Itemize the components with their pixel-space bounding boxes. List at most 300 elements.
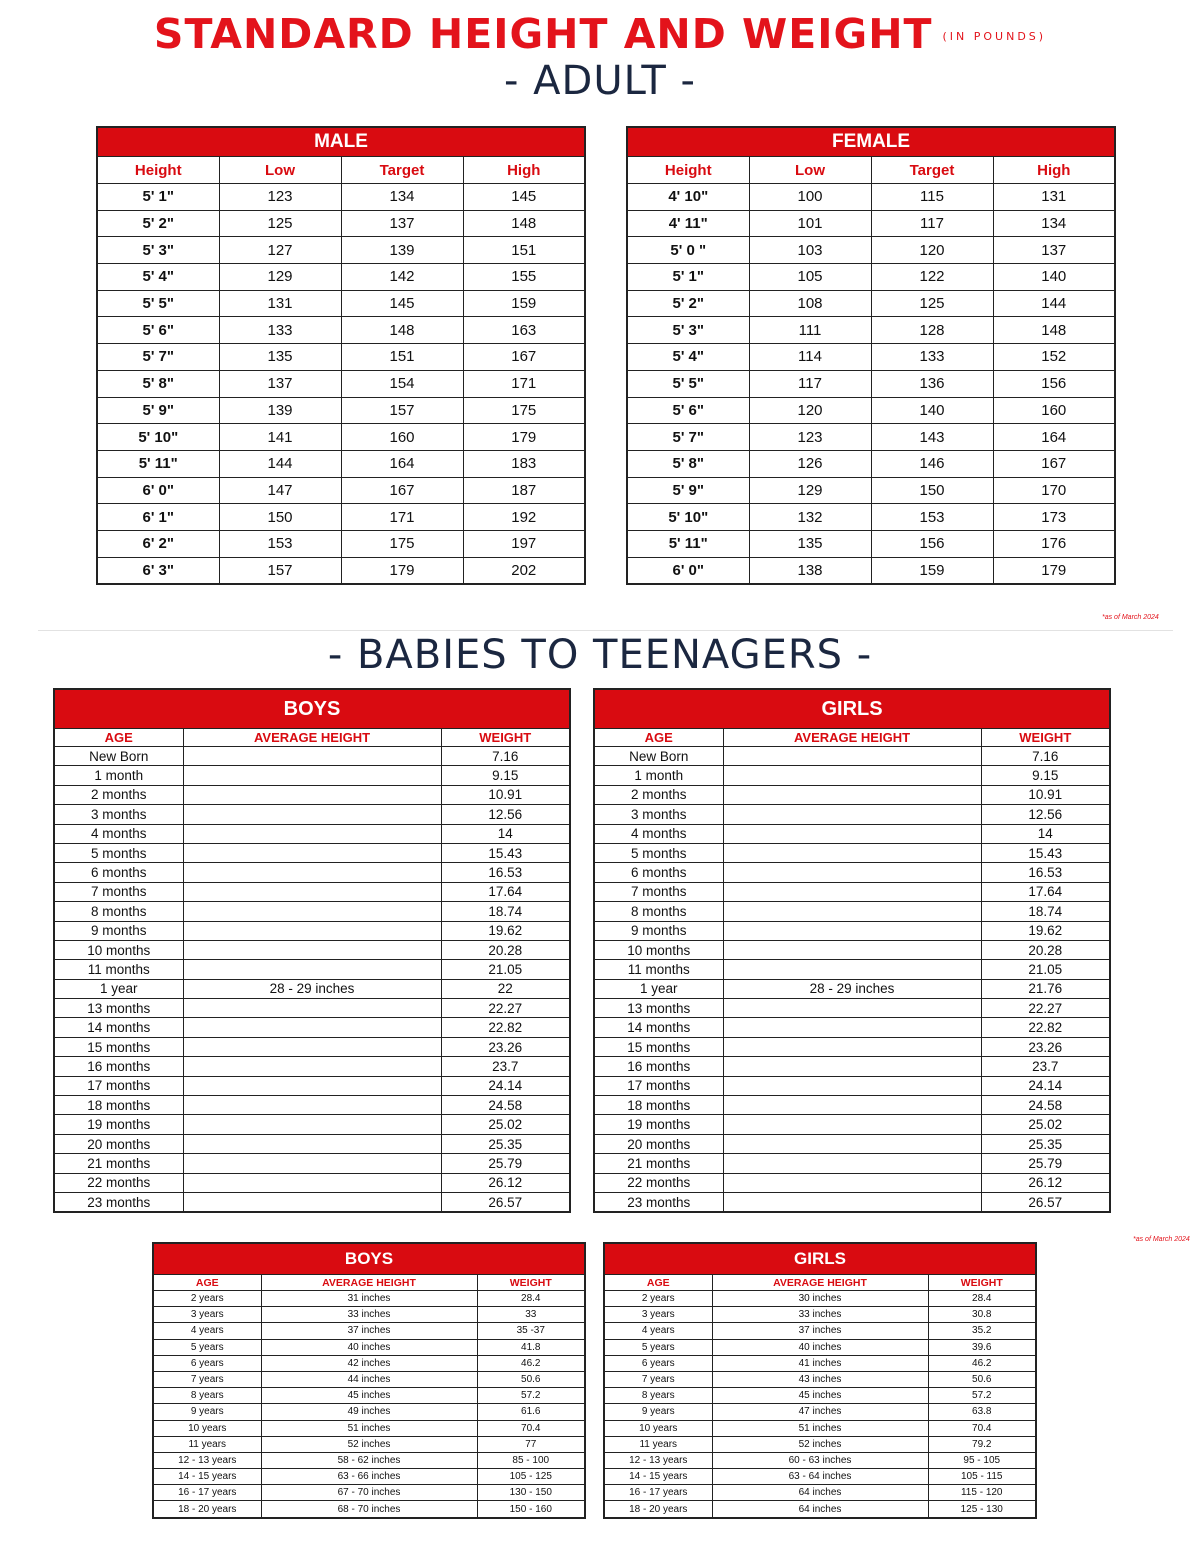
table-cell: 26.12 [441, 1173, 570, 1192]
table-row [604, 1291, 1036, 1307]
table-cell: 137 [341, 210, 463, 237]
column-header: AVERAGE HEIGHT [183, 729, 441, 747]
table-cell [723, 940, 981, 959]
table-row [54, 1057, 570, 1076]
table-cell: 18 months [54, 1096, 183, 1115]
table-cell: 25.79 [981, 1154, 1110, 1173]
table-cell: 20.28 [441, 940, 570, 959]
table-cell: 22 months [594, 1173, 723, 1192]
male-table-banner: MALE [97, 127, 585, 157]
table-cell: 144 [993, 290, 1115, 317]
table-row [604, 1323, 1036, 1339]
column-header: AVERAGE HEIGHT [723, 729, 981, 747]
table-cell: 126 [749, 450, 871, 477]
table-row [97, 317, 585, 344]
table-cell: 167 [341, 477, 463, 504]
table-row [97, 184, 585, 211]
table-row [594, 979, 1110, 998]
column-header: WEIGHT [928, 1275, 1036, 1291]
table-row [594, 1096, 1110, 1115]
table-cell [723, 824, 981, 843]
table-row [54, 1037, 570, 1056]
table-row [153, 1371, 585, 1387]
table-cell: 6 months [594, 863, 723, 882]
table-cell: 148 [341, 317, 463, 344]
table-cell: 145 [341, 290, 463, 317]
female-table [626, 126, 1116, 585]
table-cell: 2 years [153, 1291, 261, 1307]
table-cell: 171 [341, 504, 463, 531]
table-row [153, 1501, 585, 1518]
table-cell: New Born [594, 747, 723, 766]
table-cell: 16.53 [981, 863, 1110, 882]
table-cell: 25.79 [441, 1154, 570, 1173]
table-cell: 134 [993, 210, 1115, 237]
table-cell: 41.8 [477, 1339, 585, 1355]
table-cell: 2 years [604, 1291, 712, 1307]
table-cell [723, 785, 981, 804]
table-cell: 18.74 [981, 902, 1110, 921]
table-cell: 2 months [54, 785, 183, 804]
table-cell [183, 902, 441, 921]
table-cell: 63 - 64 inches [712, 1469, 928, 1485]
table-cell [723, 1154, 981, 1173]
table-row [594, 882, 1110, 901]
column-header: AGE [54, 729, 183, 747]
table-cell: 15.43 [441, 843, 570, 862]
table-cell: 7 years [604, 1371, 712, 1387]
table-cell [183, 1076, 441, 1095]
table-cell: 19 months [594, 1115, 723, 1134]
table-row [97, 237, 585, 264]
table-cell: 33 [477, 1307, 585, 1323]
table-cell: 52 inches [261, 1436, 477, 1452]
adult-note: *as of March 2024 [1102, 614, 1159, 621]
table-cell: 175 [341, 530, 463, 557]
table-cell: 8 years [604, 1388, 712, 1404]
table-cell: 179 [463, 424, 585, 451]
table-cell: 16 months [54, 1057, 183, 1076]
table-cell: 138 [749, 557, 871, 584]
table-cell: 115 [871, 184, 993, 211]
boys-months-banner: BOYS [54, 689, 570, 729]
table-cell: 6 years [604, 1355, 712, 1371]
table-cell: 30 inches [712, 1291, 928, 1307]
table-cell: 140 [993, 264, 1115, 291]
table-cell: 170 [993, 477, 1115, 504]
column-header: Low [219, 157, 341, 184]
table-cell: 9 years [153, 1404, 261, 1420]
table-cell: 70.4 [477, 1420, 585, 1436]
kids-subtitle: - BABIES TO TEENAGERS - [327, 632, 873, 678]
table-cell: 67 - 70 inches [261, 1485, 477, 1501]
table-cell: 133 [871, 344, 993, 371]
girls-years-table [603, 1242, 1037, 1519]
table-cell: 1 month [54, 766, 183, 785]
table-cell: 5' 10" [97, 424, 219, 451]
table-cell: 139 [341, 237, 463, 264]
table-cell: 5' 5" [97, 290, 219, 317]
table-cell: 171 [463, 370, 585, 397]
table-cell: 22 months [54, 1173, 183, 1192]
table-cell: 23.26 [981, 1037, 1110, 1056]
table-row [97, 290, 585, 317]
table-row [54, 1154, 570, 1173]
table-cell: 100 [749, 184, 871, 211]
column-header: Low [749, 157, 871, 184]
table-cell [183, 824, 441, 843]
table-cell: 1 year [54, 979, 183, 998]
column-header: AGE [604, 1275, 712, 1291]
table-row [604, 1371, 1036, 1387]
table-cell [723, 999, 981, 1018]
table-cell: 79.2 [928, 1436, 1036, 1452]
table-cell [183, 882, 441, 901]
table-cell: 8 months [594, 902, 723, 921]
table-cell [723, 766, 981, 785]
table-cell: 15 months [54, 1037, 183, 1056]
table-cell: 41 inches [712, 1355, 928, 1371]
table-row [604, 1469, 1036, 1485]
table-row [594, 747, 1110, 766]
table-cell: 133 [219, 317, 341, 344]
table-cell: 159 [463, 290, 585, 317]
table-cell [723, 1037, 981, 1056]
table-cell: 25.35 [441, 1134, 570, 1153]
table-cell: 64 inches [712, 1485, 928, 1501]
table-cell: 23 months [54, 1192, 183, 1212]
table-cell [723, 1096, 981, 1115]
table-cell: 15 months [594, 1037, 723, 1056]
table-cell: 40 inches [261, 1339, 477, 1355]
table-row [54, 1115, 570, 1134]
table-cell [183, 1154, 441, 1173]
table-cell: 9 months [54, 921, 183, 940]
table-cell: 5' 10" [627, 504, 749, 531]
table-row [627, 424, 1115, 451]
table-cell [723, 863, 981, 882]
table-cell: 14 - 15 years [604, 1469, 712, 1485]
table-cell [183, 1018, 441, 1037]
table-cell [723, 1173, 981, 1192]
table-row [54, 824, 570, 843]
table-cell: 5' 4" [627, 344, 749, 371]
table-cell: 4' 10" [627, 184, 749, 211]
table-cell [183, 1037, 441, 1056]
table-cell: 105 - 115 [928, 1469, 1036, 1485]
table-cell: 3 years [153, 1307, 261, 1323]
table-cell: 6 years [153, 1355, 261, 1371]
table-cell [723, 1076, 981, 1095]
table-cell: 37 inches [712, 1323, 928, 1339]
table-row [594, 863, 1110, 882]
table-cell: 129 [749, 477, 871, 504]
table-cell: 6' 2" [97, 530, 219, 557]
table-row [627, 344, 1115, 371]
table-cell [723, 747, 981, 766]
table-row [594, 766, 1110, 785]
table-row [627, 210, 1115, 237]
table-row [604, 1307, 1036, 1323]
table-row [54, 863, 570, 882]
table-row [627, 557, 1115, 584]
table-cell: 131 [219, 290, 341, 317]
table-cell: 24.58 [981, 1096, 1110, 1115]
table-row [54, 921, 570, 940]
table-cell: 120 [749, 397, 871, 424]
table-cell [723, 1057, 981, 1076]
table-cell [183, 1173, 441, 1192]
table-cell: 68 - 70 inches [261, 1501, 477, 1518]
table-cell [183, 960, 441, 979]
table-cell [183, 1192, 441, 1212]
table-cell: 5' 9" [627, 477, 749, 504]
table-cell: 63 - 66 inches [261, 1469, 477, 1485]
table-row [627, 264, 1115, 291]
table-cell: 176 [993, 530, 1115, 557]
table-cell: New Born [54, 747, 183, 766]
table-cell: 117 [749, 370, 871, 397]
table-cell: 5' 6" [97, 317, 219, 344]
table-cell: 175 [463, 397, 585, 424]
table-cell: 5' 3" [627, 317, 749, 344]
table-cell [183, 999, 441, 1018]
table-row [54, 960, 570, 979]
table-cell: 17.64 [981, 882, 1110, 901]
kids-note: *as of March 2024 [1133, 1236, 1190, 1243]
table-cell: 135 [749, 530, 871, 557]
table-cell: 4' 11" [627, 210, 749, 237]
table-cell: 33 inches [712, 1307, 928, 1323]
table-cell [723, 921, 981, 940]
table-cell: 5' 6" [627, 397, 749, 424]
table-row [54, 940, 570, 959]
table-cell: 23.7 [981, 1057, 1110, 1076]
table-row [604, 1355, 1036, 1371]
table-row [97, 424, 585, 451]
table-row [604, 1436, 1036, 1452]
table-cell: 13 months [594, 999, 723, 1018]
column-header: WEIGHT [981, 729, 1110, 747]
adult-subtitle: - ADULT - [504, 58, 696, 104]
table-row [594, 1057, 1110, 1076]
table-cell: 77 [477, 1436, 585, 1452]
table-cell: 5' 11" [97, 450, 219, 477]
table-cell: 26.12 [981, 1173, 1110, 1192]
table-cell: 179 [993, 557, 1115, 584]
table-cell: 11 months [594, 960, 723, 979]
table-row [627, 370, 1115, 397]
table-row [604, 1339, 1036, 1355]
table-row [153, 1339, 585, 1355]
table-row [627, 317, 1115, 344]
table-cell: 151 [463, 237, 585, 264]
table-cell: 143 [871, 424, 993, 451]
table-cell: 23.7 [441, 1057, 570, 1076]
table-cell [723, 1018, 981, 1037]
table-cell: 13 months [54, 999, 183, 1018]
table-cell: 5' 9" [97, 397, 219, 424]
table-cell: 10 months [594, 940, 723, 959]
table-cell: 18 - 20 years [153, 1501, 261, 1518]
table-cell: 115 - 120 [928, 1485, 1036, 1501]
table-cell: 10.91 [441, 785, 570, 804]
table-cell [183, 1134, 441, 1153]
table-cell: 35 -37 [477, 1323, 585, 1339]
table-row [627, 290, 1115, 317]
table-cell: 120 [871, 237, 993, 264]
table-cell: 12.56 [981, 805, 1110, 824]
table-cell: 21.76 [981, 979, 1110, 998]
table-cell: 15.43 [981, 843, 1110, 862]
table-cell: 2 months [594, 785, 723, 804]
table-cell: 12 - 13 years [153, 1452, 261, 1468]
table-cell [723, 1192, 981, 1212]
table-cell: 85 - 100 [477, 1452, 585, 1468]
table-row [153, 1355, 585, 1371]
table-cell: 159 [871, 557, 993, 584]
girls-months-table [593, 688, 1111, 1213]
table-cell [723, 902, 981, 921]
table-cell: 5' 4" [97, 264, 219, 291]
table-cell: 14 [441, 824, 570, 843]
table-row [54, 785, 570, 804]
table-row [153, 1291, 585, 1307]
table-cell: 6' 0" [97, 477, 219, 504]
table-cell: 167 [993, 450, 1115, 477]
table-row [594, 785, 1110, 804]
table-row [54, 882, 570, 901]
table-row [604, 1404, 1036, 1420]
table-cell: 18 - 20 years [604, 1501, 712, 1518]
table-cell: 144 [219, 450, 341, 477]
table-cell: 10.91 [981, 785, 1110, 804]
table-cell: 152 [993, 344, 1115, 371]
table-cell: 156 [871, 530, 993, 557]
table-row [153, 1420, 585, 1436]
section-divider [38, 630, 1173, 631]
table-cell: 147 [219, 477, 341, 504]
table-cell: 151 [341, 344, 463, 371]
table-row [627, 477, 1115, 504]
table-row [97, 264, 585, 291]
table-cell: 28.4 [928, 1291, 1036, 1307]
table-cell: 125 [219, 210, 341, 237]
table-cell [723, 960, 981, 979]
table-cell: 33 inches [261, 1307, 477, 1323]
table-cell: 24.14 [981, 1076, 1110, 1095]
table-cell: 9 months [594, 921, 723, 940]
table-cell: 11 months [54, 960, 183, 979]
table-row [54, 1076, 570, 1095]
table-cell: 16 - 17 years [153, 1485, 261, 1501]
table-cell: 45 inches [261, 1388, 477, 1404]
table-cell [723, 1134, 981, 1153]
table-cell: 14 - 15 years [153, 1469, 261, 1485]
table-cell [183, 863, 441, 882]
table-cell: 1 month [594, 766, 723, 785]
table-cell [183, 1096, 441, 1115]
table-cell: 197 [463, 530, 585, 557]
table-cell: 202 [463, 557, 585, 584]
table-row [594, 1154, 1110, 1173]
table-cell: 5' 5" [627, 370, 749, 397]
table-cell: 3 years [604, 1307, 712, 1323]
table-row [604, 1420, 1036, 1436]
table-cell: 58 - 62 inches [261, 1452, 477, 1468]
table-cell: 103 [749, 237, 871, 264]
column-header: AVERAGE HEIGHT [712, 1275, 928, 1291]
table-row [54, 902, 570, 921]
table-row [54, 843, 570, 862]
table-cell: 17.64 [441, 882, 570, 901]
table-cell: 130 - 150 [477, 1485, 585, 1501]
table-row [604, 1388, 1036, 1404]
column-header: WEIGHT [477, 1275, 585, 1291]
column-header: Height [627, 157, 749, 184]
table-cell: 22 [441, 979, 570, 998]
table-cell: 139 [219, 397, 341, 424]
table-cell: 6' 3" [97, 557, 219, 584]
table-cell: 6' 1" [97, 504, 219, 531]
table-cell: 108 [749, 290, 871, 317]
table-cell: 21.05 [981, 960, 1110, 979]
table-cell: 5 years [604, 1339, 712, 1355]
table-cell: 192 [463, 504, 585, 531]
table-cell: 23 months [594, 1192, 723, 1212]
table-cell: 132 [749, 504, 871, 531]
table-cell: 50.6 [928, 1371, 1036, 1387]
table-cell: 153 [871, 504, 993, 531]
table-cell: 5' 11" [627, 530, 749, 557]
table-cell: 128 [871, 317, 993, 344]
table-cell: 1 year [594, 979, 723, 998]
table-row [54, 999, 570, 1018]
table-cell: 4 years [604, 1323, 712, 1339]
table-cell: 51 inches [712, 1420, 928, 1436]
table-cell: 70.4 [928, 1420, 1036, 1436]
table-cell: 21 months [54, 1154, 183, 1173]
table-row [604, 1485, 1036, 1501]
table-cell: 28 - 29 inches [183, 979, 441, 998]
table-cell: 19.62 [981, 921, 1110, 940]
table-cell: 16 months [594, 1057, 723, 1076]
table-cell: 137 [993, 237, 1115, 264]
table-cell: 154 [341, 370, 463, 397]
girls-years-banner: GIRLS [604, 1243, 1036, 1275]
boys-months-table [53, 688, 571, 1213]
table-cell [183, 805, 441, 824]
table-row [54, 1134, 570, 1153]
table-cell: 50.6 [477, 1371, 585, 1387]
table-cell: 105 - 125 [477, 1469, 585, 1485]
table-cell [723, 843, 981, 862]
table-cell: 6' 0" [627, 557, 749, 584]
table-row [153, 1307, 585, 1323]
table-cell: 179 [341, 557, 463, 584]
column-header: AGE [153, 1275, 261, 1291]
table-cell: 9.15 [981, 766, 1110, 785]
table-row [594, 1037, 1110, 1056]
table-row [54, 1018, 570, 1037]
table-cell: 117 [871, 210, 993, 237]
table-row [54, 766, 570, 785]
table-cell: 22.27 [981, 999, 1110, 1018]
table-cell: 114 [749, 344, 871, 371]
table-cell [183, 921, 441, 940]
table-row [594, 1173, 1110, 1192]
column-header: Height [97, 157, 219, 184]
